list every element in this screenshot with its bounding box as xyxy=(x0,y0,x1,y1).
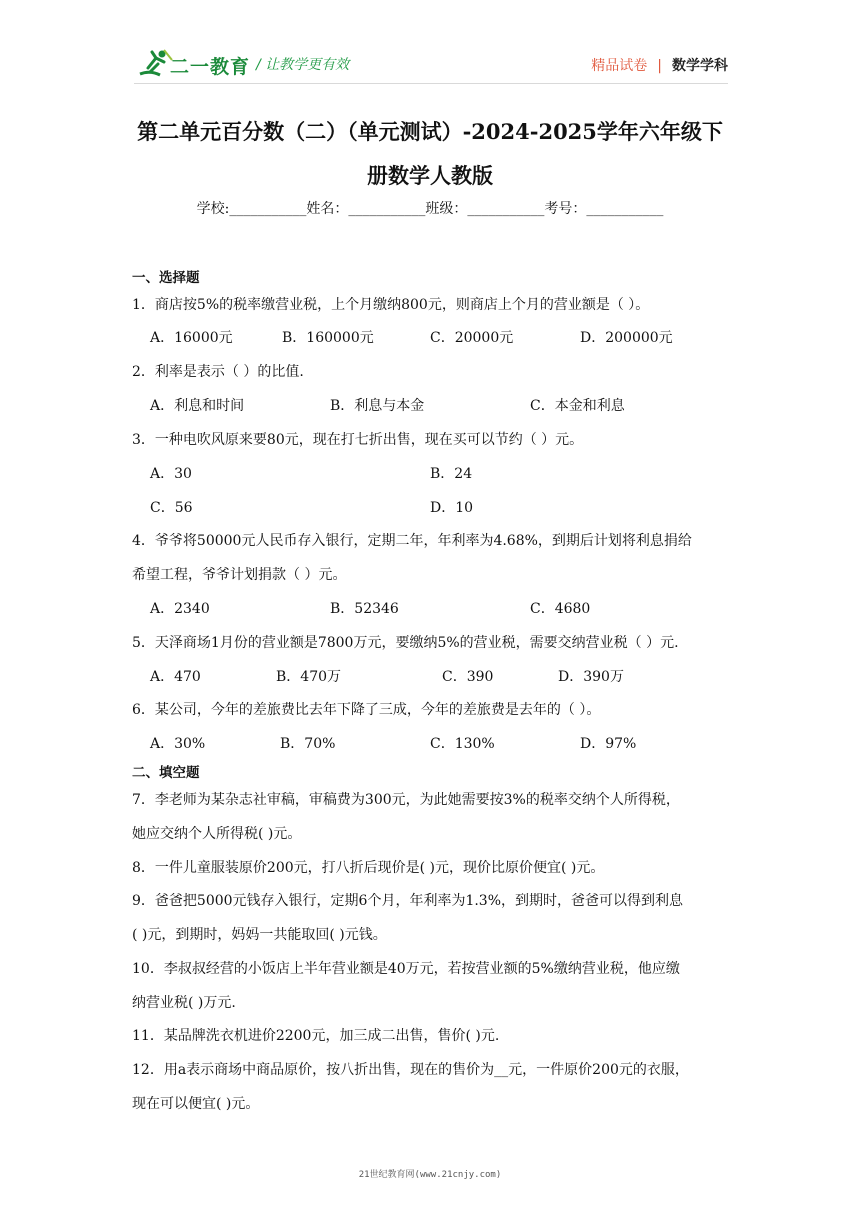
question-7-line1: 7．李老师为某杂志社审稿，审稿费为300元，为此她需要按3%的税率交纳个人所得税， xyxy=(132,792,680,808)
question-8: 8．一件儿童服装原价200元，打八折后现价是( )元，现价比原价便宜( )元。 xyxy=(132,860,605,876)
q3-option-b: B．24 xyxy=(430,466,473,482)
header-divider xyxy=(134,83,728,84)
q1-option-c: C．20000元 xyxy=(430,330,514,346)
question-4-line2: 希望工程，爷爷计划捐款（ ）元。 xyxy=(132,567,347,583)
question-11: 11．某品牌洗衣机进价2200元，加三成二出售，售价( )元. xyxy=(132,1028,500,1044)
header-right-tag: 数学学科 xyxy=(672,58,728,74)
q6-option-a: A．30% xyxy=(150,736,206,752)
q5-option-a: A．470 xyxy=(150,669,201,685)
q3-option-d: D．10 xyxy=(430,500,474,516)
q4-option-a: A．2340 xyxy=(150,601,210,617)
page-footer: 21世纪教育网(www.21cnjy.com) xyxy=(358,1170,502,1180)
header-separator: | xyxy=(657,58,662,74)
page-title-line1: 第二单元百分数（二）（单元测试）-2024-2025学年六年级下 xyxy=(137,119,723,144)
question-7-line2: 她应交纳个人所得税( )元。 xyxy=(132,826,302,842)
question-4-line1: 4．爷爷将50000元人民币存入银行，定期二年，年利率为4.68%，到期后计划将利息捐给 xyxy=(132,533,692,549)
header-tags xyxy=(591,55,728,75)
q5-option-c: C．390 xyxy=(442,669,494,685)
logo-text: 二一教育 xyxy=(170,56,251,78)
q6-option-d: D．97% xyxy=(580,736,637,752)
q4-option-c: C．4680 xyxy=(530,601,591,617)
question-12-line2: 现在可以便宜( )元。 xyxy=(132,1096,260,1112)
q3-option-a: A．30 xyxy=(150,466,192,482)
question-12-line1: 12．用a表示商场中商品原价，按八折出售，现在的售价为__元，一件原价200元的衣服， xyxy=(132,1062,689,1078)
q1-option-a: A．16000元 xyxy=(150,330,233,346)
question-9-line1: 9．爸爸把5000元钱存入银行，定期6个月，年利率为1.3%，到期时，爸爸可以得到利息 xyxy=(132,893,684,909)
page-title-line2: 册数学人教版 xyxy=(367,163,493,188)
question-2: 2．利率是表示（ ）的比值. xyxy=(132,364,304,380)
q2-option-a: A．利息和时间 xyxy=(150,398,245,414)
q5-option-b: B．470万 xyxy=(276,669,342,685)
q5-option-d: D．390万 xyxy=(558,669,624,685)
q1-option-b: B．160000元 xyxy=(282,330,374,346)
q2-option-c: C．本金和利息 xyxy=(530,398,625,414)
question-6: 6．某公司，今年的差旅费比去年下降了三成，今年的差旅费是去年的（ ）。 xyxy=(132,702,601,718)
q4-option-b: B．52346 xyxy=(330,601,399,617)
question-10-line1: 10．李叔叔经营的小饭店上半年营业额是40万元，若按营业额的5%缴纳营业税，他应缴 xyxy=(132,961,680,977)
question-10-line2: 纳营业税( )万元. xyxy=(132,995,236,1011)
header-slogan: / 让教学更有效 xyxy=(256,57,350,73)
q3-option-c: C．56 xyxy=(150,500,193,516)
header-left-tag: 精品试卷 xyxy=(591,58,648,74)
q1-option-d: D．200000元 xyxy=(580,330,673,346)
q6-option-b: B．70% xyxy=(280,736,336,752)
question-9-line2: ( )元，到期时，妈妈一共能取回( )元钱。 xyxy=(132,927,387,943)
section-fill-heading: 二、填空题 xyxy=(132,765,200,781)
question-3: 3．一种电吹风原来要80元，现在打七折出售，现在买可以节约（ ）元。 xyxy=(132,432,584,448)
q6-option-c: C．130% xyxy=(430,736,495,752)
section-choice-heading: 一、选择题 xyxy=(132,270,200,286)
q2-option-b: B．利息与本金 xyxy=(330,398,425,414)
question-5: 5．天泽商场1月份的营业额是7800万元，要缴纳5%的营业税，需要交纳营业税（ ）元. xyxy=(132,635,679,651)
student-info-line: 学校:___________姓名：___________班级：___________考号：___________ xyxy=(196,201,664,217)
question-1: 1．商店按5%的税率缴营业税，上个月缴纳800元，则商店上个月的营业额是（ ）。 xyxy=(132,297,650,313)
